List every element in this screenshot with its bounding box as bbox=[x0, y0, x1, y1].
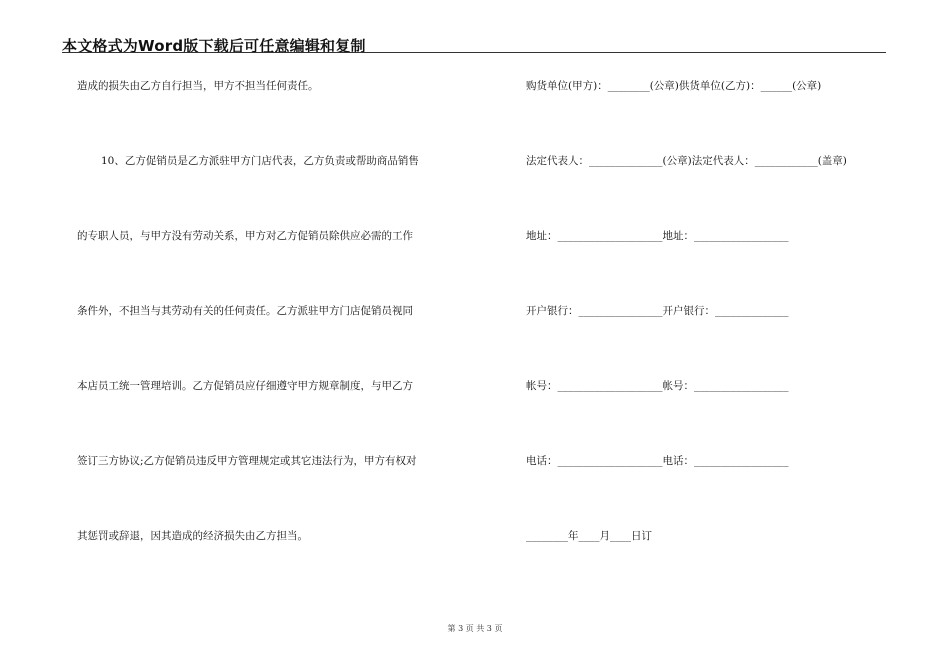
account-line: 帐号：____________________帐号：__________________ bbox=[526, 380, 789, 392]
contract-clause-line: 签订三方协议;乙方促销员违反甲方管理规定或其它违法行为，甲方有权对 bbox=[77, 455, 417, 467]
bank-line: 开户银行：________________开户银行：______________ bbox=[526, 305, 789, 317]
contract-clause-line: 10、乙方促销员是乙方派驻甲方门店代表，乙方负责或帮助商品销售 bbox=[101, 155, 419, 167]
contract-clause-line: 本店员工统一管理培训。乙方促销员应仔细遵守甲方规章制度，与甲乙方 bbox=[77, 380, 413, 392]
legal-representative-line: 法定代表人：______________(公章)法定代表人：____________(盖章) bbox=[526, 155, 847, 167]
contract-clause-line: 条件外，不担当与其劳动有关的任何责任。乙方派驻甲方门店促销员视同 bbox=[77, 305, 413, 317]
contract-clause-line: 其惩罚或辞退，因其造成的经济损失由乙方担当。 bbox=[77, 530, 308, 542]
phone-line: 电话：____________________电话：__________________ bbox=[526, 455, 789, 467]
contract-clause-line: 的专职人员，与甲方没有劳动关系，甲方对乙方促销员除供应必需的工作 bbox=[77, 230, 413, 242]
page-number: 第 3 页 共 3 页 bbox=[447, 624, 503, 633]
header-divider bbox=[62, 52, 886, 53]
contract-clause-line: 造成的损失由乙方自行担当，甲方不担当任何责任。 bbox=[77, 80, 319, 92]
signing-date-line: ________年____月____日订 bbox=[526, 530, 652, 542]
signatory-units-line: 购货单位(甲方)：________(公章)供货单位(乙方)：______(公章) bbox=[526, 80, 822, 92]
address-line: 地址：____________________地址：__________________ bbox=[526, 230, 789, 242]
page-header-title: 本文格式为Word版下载后可任意编辑和复制 bbox=[62, 37, 366, 55]
